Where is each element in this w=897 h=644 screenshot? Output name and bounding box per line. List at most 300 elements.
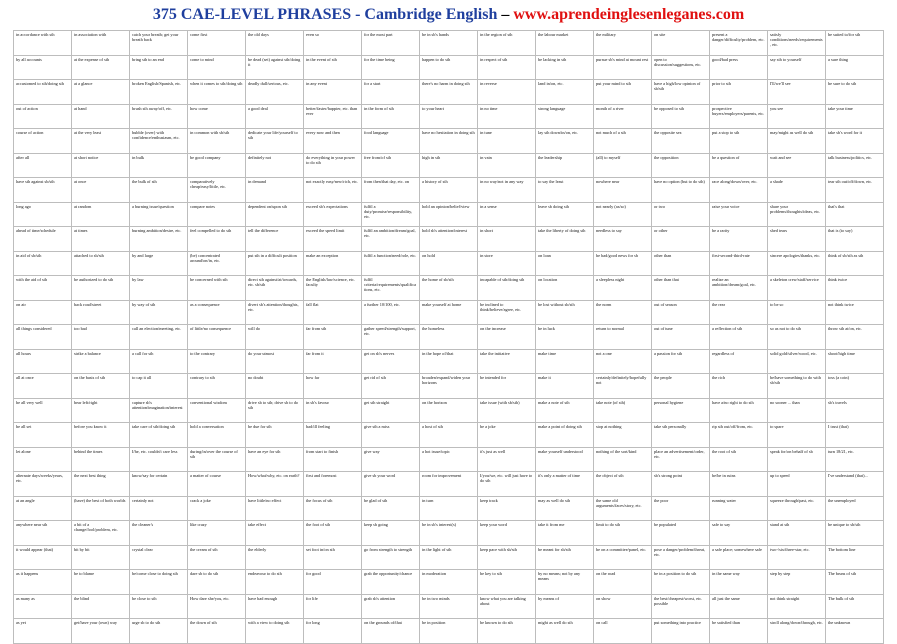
phrase-cell: lay sth down/in/on, etc. [536,129,594,154]
phrase-cell: happen to do sth [420,55,478,80]
phrase-cell: be/be in ruins [710,472,768,497]
phrase-cell: the focus of sth [304,496,362,521]
phrase-cell: in tune [478,129,536,154]
phrase-cell: be all set [14,423,72,448]
phrase-cell: put sth in a difficult position [246,251,304,276]
table-row [14,300,884,325]
phrase-cell: be populated [652,521,710,546]
phrase-cell: speak for/on behalf of sb [768,447,826,472]
phrase-cell: I/he, etc. couldn't care less [130,447,188,472]
phrase-cell: in no way/not in any way [478,178,536,203]
phrase-cell: a hot issue/topic [420,447,478,472]
phrase-cell: far from sth [304,325,362,350]
phrase-cell: do everything in your power to do sth [304,153,362,178]
table-row [14,55,884,80]
phrase-cell: the unknown [826,619,884,644]
table-row [14,349,884,374]
phrase-cell: dedicate your life/yourself to sth [246,129,304,154]
phrase-cell: keep your word [478,521,536,546]
phrase-cell: at the expense of sth [72,55,130,80]
table-row [14,202,884,227]
phrase-cell: toss (a coin) [826,374,884,399]
phrase-cell: gather speed/strength/support, etc. [362,325,420,350]
phrase-cell: behind the times [72,447,130,472]
phrase-cell: broaden/expand/widen your horizons [420,374,478,399]
phrase-cell: up to speed [768,472,826,497]
phrase-cell: as many as [14,594,72,619]
phrase-cell: you see [768,104,826,129]
phrase-cell: strong language [536,104,594,129]
phrase-cell: limit to do sth [594,521,652,546]
phrase-cell: drive sb to sth; drive sb to do sth [246,398,304,423]
phrase-cell: the leadership [536,153,594,178]
phrase-cell: call an election/meeting, etc. [130,325,188,350]
phrase-cell: be meant for sb/sth [536,545,594,570]
phrase-cell: for the most part [362,31,420,56]
phrase-cell: take the liberty of doing sth [536,227,594,252]
phrase-cell: in short [478,227,536,252]
phrase-cell: a passion for sth [652,349,710,374]
phrase-cell: a reflection of sth [710,325,768,350]
phrase-cell: attached to sb/sth [72,251,130,276]
phrase-cell: crack a joke [188,496,246,521]
phrase-cell: a matter of course [188,472,246,497]
phrase-cell: a host of sth [420,423,478,448]
phrase-cell: be lacking in sth [536,55,594,80]
phrase-cell: get/have your (own) way [72,619,130,644]
phrase-cell: the best/cheapest/worst, etc. possible [652,594,710,619]
phrase-cell: with a view to doing sth [246,619,304,644]
phrase-cell: in respect of sth [478,55,536,80]
phrase-cell: a safe place; somewhere safe [710,545,768,570]
phrase-cell: certainly not [130,496,188,521]
phrase-cell: of little/no consequence [188,325,246,350]
phrase-cell: at times [72,227,130,252]
phrase-cell: for good [304,570,362,595]
phrase-cell: be good company [188,153,246,178]
phrase-cell: exceed sb's expectations [304,202,362,227]
phrase-cell: take your time [826,104,884,129]
phrase-cell: the opposition [652,153,710,178]
phrase-cell: in moderation [420,570,478,595]
phrase-cell: month of a river [594,104,652,129]
phrase-cell: be in two minds [420,594,478,619]
phrase-cell: in aid of sb/sth [14,251,72,276]
phrase-cell: from start to finish [304,447,362,472]
phrase-cell: will do [246,325,304,350]
phrase-cell: the bulk of sth [130,178,188,203]
phrase-cell: give sb your word [362,472,420,497]
table-row [14,129,884,154]
phrase-cell: alternate days/weeks/years, etc. [14,472,72,497]
phrase-cell: be opposed to sth [652,104,710,129]
phrase-cell: put a stop to sth [710,129,768,154]
phrase-cell: in the same way [710,570,768,595]
phrase-cell: get sth straight [362,398,420,423]
phrase-cell: be dead (set) against sth/doing it [246,55,304,80]
phrase-cell: it would appear (that) [14,545,72,570]
phrase-cell: at a glance [72,80,130,105]
phrase-cell: bad/ill feeling [304,423,362,448]
phrase-cell: on call [594,619,652,644]
phrase-cell: during/in/over the course of sth [188,447,246,472]
phrase-cell: solid gold/silver/wood, etc. [768,349,826,374]
phrase-cell: the next best thing [72,472,130,497]
phrase-cell: all at once [14,374,72,399]
table-row [14,80,884,105]
phrase-cell: open to discussion/suggestions, etc. [652,55,710,80]
phrase-cell: be in luck [536,325,594,350]
phrase-cell: place an advertisement/order, etc. [652,447,710,472]
phrase-cell: in demand [246,178,304,203]
phrase-cell: sincere apologies/thanks, etc. [768,251,826,276]
phrase-cell: in vain [478,153,536,178]
phrase-cell: be concerned with sth [188,276,246,301]
phrase-cell: good/bad press [710,55,768,80]
phrase-cell: the English/law/science, etc. faculty [304,276,362,301]
phrase-cell: the norm [594,300,652,325]
phrase-cell: needless to say [594,227,652,252]
phrase-cell: in the region of sth [478,31,536,56]
phrase-cell: on location [536,276,594,301]
phrase-cell: give sth a miss [362,423,420,448]
phrase-cell: a burning issue/question [130,202,188,227]
phrase-cell: raise your voice [710,202,768,227]
phrase-cell: there's no harm in doing sth [420,80,478,105]
phrase-cell: on loan [536,251,594,276]
phrase-cell: anywhere near sth [14,521,72,546]
phrase-cell: for life [304,594,362,619]
phrase-cell: the old days [246,31,304,56]
phrase-cell: pursue sb's mind at mount rest [594,55,652,80]
phrase-cell: it's just as well [478,447,536,472]
phrase-cell: a skeleton crew/staff/service [768,276,826,301]
phrase-cell: better/faster/happier, etc. than ever [304,104,362,129]
phrase-cell: get on sb's nerves [362,349,420,374]
phrase-cell: the same old arguments/faces/story, etc. [594,496,652,521]
phrase-cell: sb's strong point [652,472,710,497]
phrase-cell: how far [304,374,362,399]
phrase-cell: how come [188,104,246,129]
phrase-cell: deadly dull/serious, etc. [246,80,304,105]
phrase-cell: at short notice [72,153,130,178]
phrase-cell: be bad/good news for sb [594,251,652,276]
phrase-cell: land in/on, etc. [536,80,594,105]
phrases-table [13,30,884,644]
phrase-cell: even so [304,31,362,56]
phrase-cell: nowhere near [594,178,652,203]
phrase-cell: not nearly (as/so) [594,202,652,227]
table-row [14,178,884,203]
phrase-cell: other than that [652,276,710,301]
phrase-cell: take care of sth/doing sth [130,423,188,448]
phrase-cell: make a point of doing sth [536,423,594,448]
phrase-cell: in the form of sth [362,104,420,129]
phrase-cell: to cap it all [130,374,188,399]
phrase-cell: be intended for [478,374,536,399]
phrase-cell: know/say for certain [130,472,188,497]
phrase-cell: a bit of a change/fool/problem, etc. [72,521,130,546]
phrase-cell: two-/six/three-star, etc. [768,545,826,570]
phrase-cell: out of action [14,104,72,129]
phrase-cell: have an eye for sth [246,447,304,472]
phrase-cell: The bottom line [826,545,884,570]
phrase-cell: on the horizon [420,398,478,423]
phrase-cell: ahead of time/schedule [14,227,72,252]
phrase-cell: may as well do sth [536,496,594,521]
phrase-cell: a call for sth [130,349,188,374]
phrase-cell: food language [362,129,420,154]
phrase-cell: first and foremost [304,472,362,497]
phrase-cell: in association with [72,31,130,56]
phrase-cell: the labour market [536,31,594,56]
phrase-cell: be to blame [72,570,130,595]
phrase-cell: room for improvement [420,472,478,497]
phrase-cell: crystal clear [130,545,188,570]
phrase-cell: by means of [536,594,594,619]
phrase-cell: that's that [826,202,884,227]
phrase-cell: the object of sth [594,472,652,497]
phrase-cell: keep track [478,496,536,521]
phrase-cell: stroll along/down/through, etc. [768,619,826,644]
phrase-cell: no doubt [246,374,304,399]
phrase-cell: on the increase [478,325,536,350]
phrase-cell: by and large [130,251,188,276]
phrase-cell: have no hesitation in doing sth [420,129,478,154]
phrase-cell: on the grounds of/that [362,619,420,644]
phrase-cell: make an exception [304,251,362,276]
phrase-cell: get rid of sth [362,374,420,399]
phrase-cell: in no time [478,104,536,129]
phrase-cell: return to normal [594,325,652,350]
phrase-cell: the unemployed [826,496,884,521]
phrase-cell: accustomed to sth/doing sth [14,80,72,105]
phrase-cell: before you know it [72,423,130,448]
phrase-cell: not much of a sth [594,129,652,154]
phrase-cell: be all very well [14,398,72,423]
phrase-cell: a further 10/100, etc. [362,300,420,325]
phrase-cell: endeavour to do sth [246,570,304,595]
phrase-cell: stop at nothing [594,423,652,448]
table-row [14,472,884,497]
phrase-cell: on hold [420,251,478,276]
phrase-cell: make a note of sth [536,398,594,423]
phrase-cell: for the time being [362,55,420,80]
phrase-cell: urge sb to do sth [130,619,188,644]
phrase-cell: all just the same [710,594,768,619]
phrase-cell: certainly/definitely/hopefully not [594,374,652,399]
phrase-cell: be inclined to think/believe/agree, etc. [478,300,536,325]
phrase-cell: be known to do sth [478,619,536,644]
phrase-cell: go from strength to strength [362,545,420,570]
phrase-cell: as yet [14,619,72,644]
phrase-cell: exceed the speed limit [304,227,362,252]
phrase-cell: divert sb's attention/thoughts, etc. [246,300,304,325]
table-row [14,227,884,252]
phrase-cell: on the road [594,570,652,595]
phrase-cell: hold an opinion/belief/view [420,202,478,227]
phrase-cell: make yourself at home [420,300,478,325]
phrase-cell: step by step [768,570,826,595]
phrase-cell: in any event [304,80,362,105]
phrase-cell: turn 18/21, etc. [826,447,884,472]
phrase-cell: satisfy conditions/needs/requirements, etc. [768,31,826,56]
phrase-cell: I've understand (that)... [826,472,884,497]
phrase-cell: take effect [246,521,304,546]
phrase-cell: pose a danger/problem/threat, etc. [652,545,710,570]
phrase-cell: be satisfied than [710,619,768,644]
phrase-cell: do your utmost [246,349,304,374]
phrase-cell: tear sth out/off/down, etc. [826,178,884,203]
phrase-cell: free from/of sth [362,153,420,178]
phrase-cell: dependent on/upon sth [246,202,304,227]
phrase-cell: The bulk of sth [826,594,884,619]
phrase-cell: be a rarity [710,227,768,252]
phrase-cell: to be so [768,300,826,325]
phrase-cell: the military [594,31,652,56]
phrase-cell: in the hope of/that [420,349,478,374]
phrase-cell: too bad [72,325,130,350]
phrase-cell: course of action [14,129,72,154]
phrase-cell: take the initiative [478,349,536,374]
phrase-cell: say sth to yourself [768,55,826,80]
phrase-cell: be lost without sb/sth [536,300,594,325]
phrase-cell: may/might as well do sth [768,129,826,154]
phrase-cell: a history of sth [420,178,478,203]
table-row [14,545,884,570]
phrase-cell: the opposite sex [652,129,710,154]
phrase-cell: by way of sth [130,300,188,325]
phrase-cell: make yourself understood [536,447,594,472]
phrase-cell: be glad of sth [362,496,420,521]
phrase-cell: the people [652,374,710,399]
table-row [14,594,884,619]
phrase-cell: not exactly easy/new/rich, etc. [304,178,362,203]
phrase-cell: in common with sb/sth [188,129,246,154]
phrase-cell: be/have something to do with sb/sth [768,374,826,399]
phrase-cell: take note (of sth) [594,398,652,423]
phrase-cell: compare notes [188,202,246,227]
phrase-cell: high in sth [420,153,478,178]
phrase-cell: dare sb to do sth [188,570,246,595]
phrase-cell: the homeless [420,325,478,350]
phrase-cell: keep pace with sb/sth [478,545,536,570]
phrase-cell: a shade [768,178,826,203]
phrase-cell: nothing of the sort/kind [594,447,652,472]
phrase-cell: a sure thing [826,55,884,80]
phrase-cell: the rear [710,300,768,325]
phrase-cell: shed tears [768,227,826,252]
phrase-cell: all things considered [14,325,72,350]
phrase-cell: capture sb's attention/imagination/interest [130,398,188,423]
phrase-cell: the home of sb/sth [420,276,478,301]
phrase-cell: the cream of sth [188,545,246,570]
phrase-cell: safe to say [710,521,768,546]
phrase-cell: be authorized to do sth [72,276,130,301]
phrase-cell: as a consequence [188,300,246,325]
phrase-cell: keep sb going [362,521,420,546]
phrase-cell: in reverse [478,80,536,105]
phrase-cell: bubble (over) with confidence/enthusiasm, etc. [130,129,188,154]
phrase-cell: at an angle [14,496,72,521]
phrase-cell: comparatively cheap/easy/little, etc. [188,178,246,203]
phrase-cell: squeeze through/past, etc. [768,496,826,521]
phrase-cell: broken English/Spanish, etc. [130,80,188,105]
phrase-cell: be on a committee/panel, etc. [594,545,652,570]
phrase-cell: be in sb's interest(s) [420,521,478,546]
phrase-cell: fulfil criteria/requirements/qualifications, etc. [362,276,420,301]
phrase-cell: at the very least [72,129,130,154]
phrase-cell: the down of sth [188,619,246,644]
phrase-cell: on site [652,31,710,56]
phrase-cell: or two [652,202,710,227]
phrase-cell: incapable of sth/doing sth [478,276,536,301]
phrase-cell: that is (to say) [826,227,884,252]
phrase-cell: the cleaner's [130,521,188,546]
phrase-cell: give way [362,447,420,472]
phrase-cell: stand at sth [768,521,826,546]
phrase-cell: on show [594,594,652,619]
phrase-cell: no sooner ... than [768,398,826,423]
phrase-cell: have sth against sb/sth [14,178,72,203]
phrase-cell: know what you are talking about [478,594,536,619]
phrase-cell: a sleepless night [594,276,652,301]
phrase-cell: be unique to sb/sth [826,521,884,546]
phrase-cell: think twice [826,276,884,301]
phrase-cell: like crazy [188,521,246,546]
title-url[interactable]: www.aprendeinglesenleganes.com [513,6,745,23]
phrase-cell: in accordance with sth [14,31,72,56]
phrase-cell: rip sth out/off/from, etc. [710,423,768,448]
phrase-cell: by law [130,276,188,301]
table-row [14,521,884,546]
phrase-cell: fulfil an ambition/dream/goal, etc. [362,227,420,252]
phrase-cell: shoot/high time [826,349,884,374]
phrase-cell: in sb's favour [304,398,362,423]
phrase-cell: to say the least [536,178,594,203]
table-row [14,153,884,178]
phrase-cell: from then/that day, etc. on [362,178,420,203]
phrase-cell: at hand [72,104,130,129]
table-row [14,423,884,448]
phrase-cell: fall flat [304,300,362,325]
phrase-cell: fulfil a duty/promise/responsibility, etc. [362,202,420,227]
table-row [14,276,884,301]
phrase-cell: in turn [420,496,478,521]
phrase-cell: throw sth at/on, etc. [826,325,884,350]
phrase-cell: race along/down/over, etc. [710,178,768,203]
phrase-cell: far from it [304,349,362,374]
phrase-cell: come first [188,31,246,56]
phrase-cell: conventional wisdom [188,398,246,423]
phrase-cell: in the event of sth [304,55,362,80]
table-row [14,447,884,472]
phrase-cell: first-second-third-rate [710,251,768,276]
phrase-cell: How dare she/you, etc. [188,594,246,619]
phrase-cell: it's only a matter of time [536,472,594,497]
phrase-cell: the foot of sth [304,521,362,546]
phrase-cell: have bad enough [246,594,304,619]
phrase-cell: put something into practice [652,619,710,644]
table-row [14,570,884,595]
phrase-cell: to spare [768,423,826,448]
phrase-cell: be/come close to doing sth [130,570,188,595]
phrase-cell: tell the difference [246,227,304,252]
phrase-cell: not think twice [826,300,884,325]
table-row [14,31,884,56]
phrase-cell: after all [14,153,72,178]
phrase-cell: take sb's word for it [826,129,884,154]
